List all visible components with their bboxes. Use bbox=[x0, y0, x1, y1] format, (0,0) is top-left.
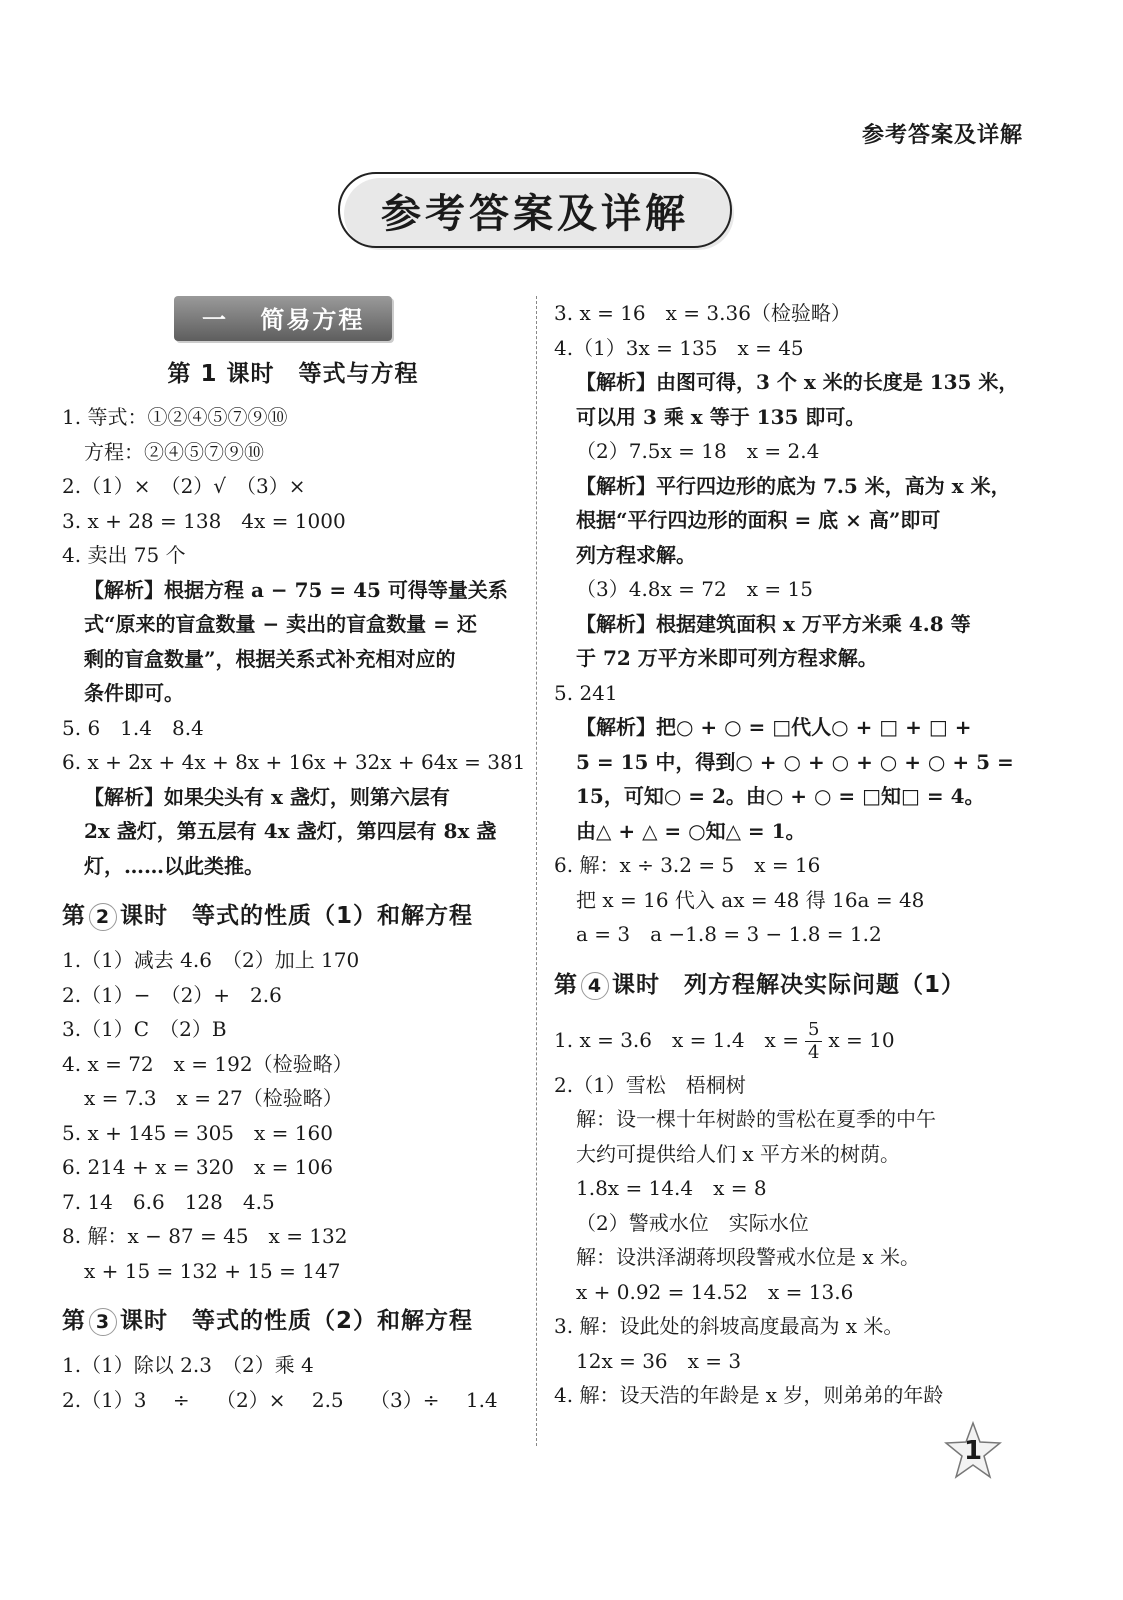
analysis-line: 2x 盏灯，第五层有 4x 盏灯，第四层有 8x 盏 bbox=[84, 819, 497, 843]
answer-text: x = 10 bbox=[828, 1027, 895, 1052]
answer-text: 1. x = 3.6 x = 1.4 x = bbox=[554, 1027, 799, 1052]
page-number-badge bbox=[942, 1420, 1004, 1482]
analysis-line: 剩的盲盒数量”，根据关系式补充相对应的 bbox=[84, 646, 456, 671]
analysis-line: 【解析】平行四边形的底为 7.5 米，高为 x 米， bbox=[576, 473, 1011, 498]
answer-line: 3.（1）C （2）B bbox=[62, 1017, 227, 1041]
fraction-denominator: 4 bbox=[807, 1041, 820, 1063]
answer-line: x + 0.92 = 14.52 x = 13.6 bbox=[576, 1279, 854, 1304]
analysis-line: 式“原来的盲盒数量 − 卖出的盲盒数量 = 还 bbox=[84, 612, 477, 636]
answer-line-with-fraction bbox=[554, 1012, 1016, 1068]
analysis-line: 【解析】根据建筑面积 x 万平方米乘 4.8 等 bbox=[576, 611, 971, 636]
column-divider bbox=[536, 296, 537, 1446]
analysis-line: 灯，……以此类推。 bbox=[84, 853, 264, 878]
answer-line: 1. 等式：①②④⑤⑦⑨⑩ bbox=[62, 405, 288, 429]
answer-line: 解：设洪泽湖蒋坝段警戒水位是 x 米。 bbox=[576, 1245, 920, 1269]
fraction bbox=[805, 1019, 822, 1064]
lesson-4-name: 课时 列方程解决实际问题（1） bbox=[612, 971, 966, 998]
lesson-3-prefix: 第 bbox=[62, 1308, 86, 1334]
answer-line: 2.（1）3 ÷ （2）× 2.5 （3）÷ 1.4 bbox=[62, 1387, 498, 1412]
answer-line: x + 15 = 132 + 15 = 147 bbox=[84, 1258, 341, 1283]
answer-line: 方程：②④⑤⑦⑨⑩ bbox=[84, 439, 264, 464]
lesson-4-number: 4 bbox=[581, 972, 609, 1000]
analysis-line: 【解析】由图可得，3 个 x 米的长度是 135 米， bbox=[576, 370, 1019, 394]
answer-line: （2）警戒水位 实际水位 bbox=[576, 1210, 809, 1235]
answer-line: 3. x + 28 = 138 4x = 1000 bbox=[62, 508, 346, 533]
analysis-line: 5 = 15 中，得到○ + ○ + ○ + ○ + ○ + 5 = bbox=[576, 749, 1014, 774]
answer-line: 把 x = 16 代入 ax = 48 得 16a = 48 bbox=[576, 887, 925, 912]
analysis-line: 15，可知○ = 2。由○ + ○ = □知□ = 4。 bbox=[576, 784, 985, 808]
analysis-line: 可以用 3 乘 x 等于 135 即可。 bbox=[576, 404, 866, 429]
page-number: 1 bbox=[963, 1436, 983, 1466]
answer-line: 5. x + 145 = 305 x = 160 bbox=[62, 1120, 333, 1145]
fraction-numerator: 5 bbox=[805, 1019, 822, 1042]
lesson-2-name: 课时 等式的性质（1）和解方程 bbox=[120, 903, 474, 929]
running-header: 参考答案及详解 bbox=[861, 123, 1023, 148]
analysis-line: 根据“平行四边形的面积 = 底 × 高”即可 bbox=[576, 508, 941, 532]
right-column bbox=[554, 296, 1019, 1413]
page-title: 参考答案及详解 bbox=[338, 172, 732, 248]
analysis-line: 【解析】如果尖头有 x 盏灯，则第六层有 bbox=[84, 784, 450, 809]
answer-line: 解：设一棵十年树龄的雪松在夏季的中午 bbox=[576, 1107, 936, 1131]
lesson-2-number: 2 bbox=[89, 903, 117, 931]
answer-line: 3. x = 16 x = 3.36（检验略） bbox=[554, 301, 851, 325]
answer-line: 3. 解：设此处的斜坡高度最高为 x 米。 bbox=[554, 1314, 904, 1338]
unit-number: 一 bbox=[202, 306, 228, 334]
analysis-line: 列方程求解。 bbox=[576, 542, 696, 567]
lesson-3-answers bbox=[62, 1348, 524, 1417]
answer-line: x = 7.3 x = 27（检验略） bbox=[84, 1086, 343, 1110]
lesson-4-title bbox=[554, 966, 1016, 1000]
answer-line: 大约可提供给人们 x 平方米的树荫。 bbox=[576, 1141, 900, 1166]
lesson-1-answers bbox=[62, 400, 524, 883]
analysis-line: 于 72 万平方米即可列方程求解。 bbox=[576, 646, 878, 670]
answer-line: 2.（1）× （2）√ （3）× bbox=[62, 474, 306, 498]
lesson-2-title bbox=[62, 897, 524, 931]
left-column bbox=[62, 296, 524, 1417]
answer-line: 4. 解：设天浩的年龄是 x 岁，则弟弟的年龄 bbox=[554, 1383, 944, 1407]
lesson-4-prefix: 第 bbox=[554, 971, 578, 998]
answer-line: 4. x = 72 x = 192（检验略） bbox=[62, 1051, 353, 1076]
answer-line: 12x = 36 x = 3 bbox=[576, 1348, 742, 1373]
answer-line: （3）4.8x = 72 x = 15 bbox=[576, 577, 813, 601]
lesson-2-answers bbox=[62, 943, 524, 1288]
answer-line: 5. 241 bbox=[554, 680, 618, 705]
unit-name: 简易方程 bbox=[260, 306, 365, 334]
analysis-line: 由△ + △ = ○知△ = 1。 bbox=[576, 818, 806, 843]
answer-line: 6. x + 2x + 4x + 8x + 16x + 32x + 64x = 381 bbox=[62, 750, 526, 774]
answer-line: 8. 解：x − 87 = 45 x = 132 bbox=[62, 1224, 348, 1248]
answer-line: 6. 解：x ÷ 3.2 = 5 x = 16 bbox=[554, 853, 821, 877]
analysis-line: 条件即可。 bbox=[84, 681, 184, 705]
lesson-3-name: 课时 等式的性质（2）和解方程 bbox=[120, 1308, 474, 1334]
answer-line: 6. 214 + x = 320 x = 106 bbox=[62, 1155, 333, 1179]
lesson-2-prefix: 第 bbox=[62, 903, 86, 929]
answer-line: 4.（1）3x = 135 x = 45 bbox=[554, 335, 804, 360]
analysis-line: 【解析】根据方程 a − 75 = 45 可得等量关系 bbox=[84, 577, 508, 602]
lesson-3-title bbox=[62, 1302, 524, 1336]
answer-line: 4. 卖出 75 个 bbox=[62, 543, 186, 567]
answer-line: a = 3 a −1.8 = 3 − 1.8 = 1.2 bbox=[576, 922, 882, 946]
answer-line: 1.（1）减去 4.6 （2）加上 170 bbox=[62, 948, 360, 972]
answer-line: 2.（1）雪松 梧桐树 bbox=[554, 1072, 746, 1097]
answer-line: 1.（1）除以 2.3 （2）乘 4 bbox=[62, 1353, 314, 1377]
analysis-line: 【解析】把○ + ○ = □代人○ + □ + □ + bbox=[576, 715, 972, 739]
answer-line: 2.（1）− （2）+ 2.6 bbox=[62, 982, 282, 1007]
answer-line: （2）7.5x = 18 x = 2.4 bbox=[576, 439, 820, 463]
answer-line: 1.8x = 14.4 x = 8 bbox=[576, 1176, 767, 1200]
answer-line: 7. 14 6.6 128 4.5 bbox=[62, 1189, 275, 1214]
lesson-1-title: 第 1 课时 等式与方程 bbox=[167, 361, 419, 387]
answer-line: 5. 6 1.4 8.4 bbox=[62, 715, 204, 740]
lesson-3-number: 3 bbox=[89, 1308, 117, 1336]
unit-banner bbox=[174, 296, 392, 341]
